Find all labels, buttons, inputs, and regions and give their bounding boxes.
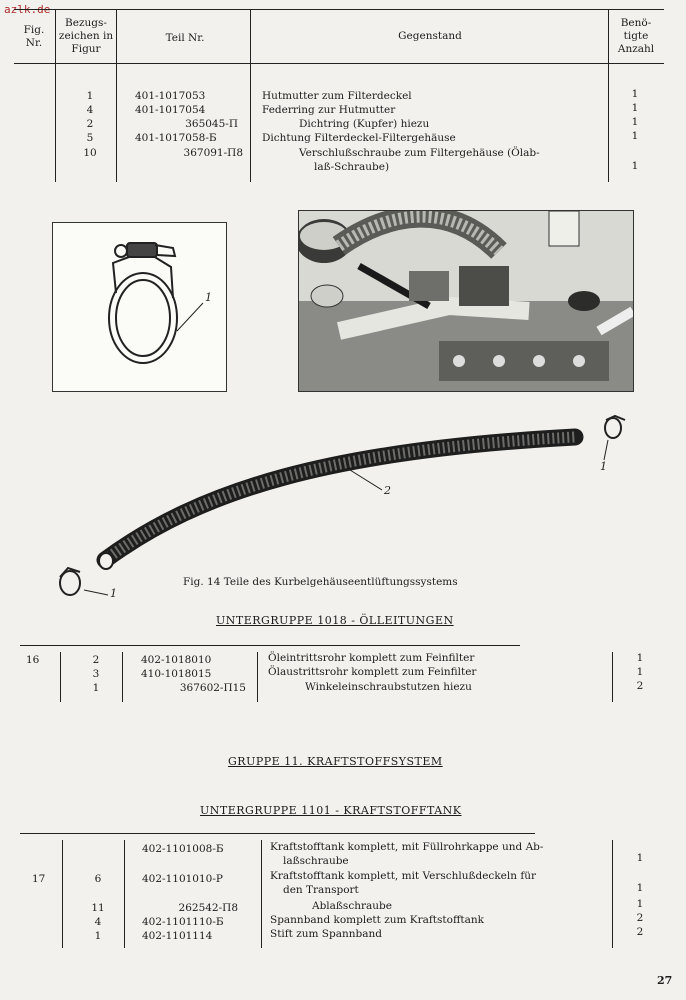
- quantity: 1: [631, 88, 639, 100]
- section-title-1018: UNTERGRUPPE 1018 - ÖLLEITUNGEN: [216, 614, 454, 627]
- quantity: 2: [636, 680, 644, 692]
- part-description: Dichtung Filterdeckel-Filtergehäuse: [262, 132, 456, 144]
- part-description: Ölaustrittsrohr komplett zum Feinfilter: [268, 666, 477, 678]
- quantity: 1: [636, 898, 644, 910]
- ref-number: 1: [94, 930, 102, 942]
- quantity: 2: [636, 912, 644, 924]
- part-description: Kraftstofftank komplett, mit Verschlußdeckeln für: [270, 870, 537, 882]
- hose-clamp-drawing: [52, 222, 227, 392]
- callout-2: 2: [384, 484, 391, 497]
- part-description: Winkeleinschraubstutzen hiezu: [305, 681, 472, 693]
- part-number: 367091-П8: [183, 147, 243, 159]
- part-number: 402-1101010-P: [142, 873, 223, 885]
- ref-number: 3: [92, 668, 100, 680]
- header-teil-nr: Teil Nr.: [165, 32, 205, 44]
- part-description: Ablaßschraube: [312, 900, 392, 912]
- quantity: 1: [636, 666, 644, 678]
- part-description-continued: laß-Schraube): [314, 161, 390, 173]
- ref-number: 2: [92, 654, 100, 666]
- header-gegenstand: Gegenstand: [398, 30, 462, 42]
- callout-1: 1: [600, 460, 607, 473]
- header-fig-nr: Fig. Nr.: [23, 24, 45, 49]
- engine-photo: [298, 210, 634, 392]
- quantity: 1: [631, 116, 639, 128]
- part-number: 401-1017058-Б: [135, 132, 217, 144]
- ref-number: 11: [91, 902, 105, 914]
- quantity: 1: [631, 102, 639, 114]
- part-number: 365045-П: [185, 118, 238, 130]
- header-bezugszeichen: Bezugs- zeichen in Figur: [58, 17, 114, 55]
- fig-number: 16: [26, 654, 40, 666]
- part-description-continued: den Transport: [283, 884, 359, 896]
- ref-number: 1: [86, 90, 94, 102]
- callout-1: 1: [205, 291, 212, 304]
- callout-1: 1: [110, 587, 117, 600]
- section-title-1101: UNTERGRUPPE 1101 - KRAFTSTOFFTANK: [200, 804, 462, 817]
- part-description: Verschlußschraube zum Filtergehäuse (Ölab-: [299, 147, 540, 159]
- part-number: 402-1101008-Б: [142, 843, 224, 855]
- part-number: 367602-П15: [179, 682, 246, 694]
- part-number: 402-1018010: [141, 654, 212, 666]
- part-description-continued: laßschraube: [283, 855, 349, 867]
- ref-number: 10: [83, 147, 97, 159]
- quantity: 1: [631, 160, 639, 172]
- part-description: Öleintrittsrohr komplett zum Feinfilter: [268, 652, 475, 664]
- figure-caption: Fig. 14 Teile des Kurbelgehäuseentlüftungssystems: [183, 576, 458, 588]
- header-anzahl: Benö- tigte Anzahl: [617, 17, 655, 55]
- ref-number: 6: [94, 873, 102, 885]
- part-number: 401-1017054: [135, 104, 206, 116]
- quantity: 1: [636, 852, 644, 864]
- ref-number: 4: [94, 916, 102, 928]
- part-number: 402-1101110-Б: [142, 916, 224, 928]
- site-watermark: azlk.de: [4, 3, 51, 16]
- part-description: Stift zum Spannband: [270, 928, 382, 940]
- ref-number: 1: [92, 682, 100, 694]
- ref-number: 2: [86, 118, 94, 130]
- fig-number: 17: [32, 873, 46, 885]
- ref-number: 4: [86, 104, 94, 116]
- part-number: 262542-П8: [178, 902, 238, 914]
- quantity: 1: [636, 652, 644, 664]
- part-description: Federring zur Hutmutter: [262, 104, 396, 116]
- quantity: 2: [636, 926, 644, 938]
- quantity: 1: [636, 882, 644, 894]
- part-description: Spannband komplett zum Kraftstofftank: [270, 914, 485, 926]
- part-number: 402-1101114: [142, 930, 213, 942]
- page-number: 27: [657, 974, 673, 987]
- quantity: 1: [631, 130, 639, 142]
- part-description: Hutmutter zum Filterdeckel: [262, 90, 412, 102]
- part-description: Kraftstofftank komplett, mit Füllrohrkappe und Ab-: [270, 841, 544, 853]
- group-title-kraftstoffsystem: GRUPPE 11. KRAFTSTOFFSYSTEM: [228, 755, 443, 768]
- part-number: 401-1017053: [135, 90, 206, 102]
- part-number: 410-1018015: [141, 668, 212, 680]
- ref-number: 5: [86, 132, 94, 144]
- part-description: Dichtring (Kupfer) hiezu: [299, 118, 430, 130]
